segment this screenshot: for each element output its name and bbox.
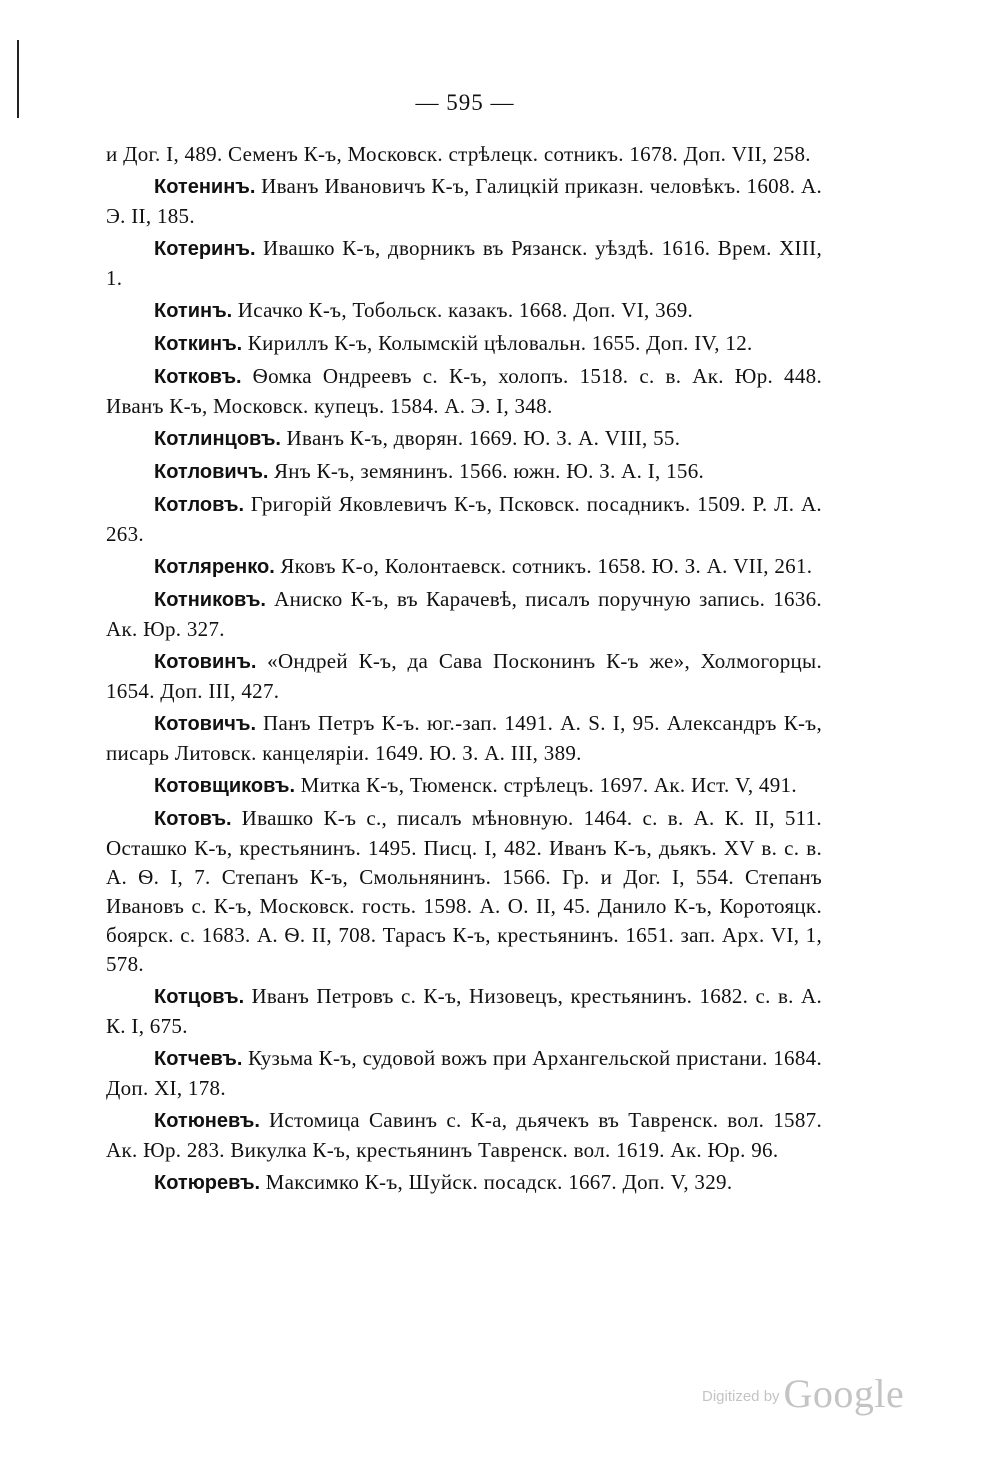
entry xyxy=(106,457,822,487)
entry xyxy=(106,709,822,768)
entry-text: Иванъ Петровъ с. К-ъ, Низовецъ, крестьянинъ. 1682. с. в. А. К. I, 675. xyxy=(106,984,822,1038)
entry-text: и Дог. I, 489. Семенъ К-ъ, Московск. стрѣлецк. сотникъ. 1678. Доп. VII, 258. xyxy=(106,142,811,166)
entry-surname: Котчевъ. xyxy=(154,1048,243,1070)
entry-surname: Котинъ. xyxy=(154,300,233,322)
entry xyxy=(106,296,822,326)
entry-text: «Ондрей К-ъ, да Сава Посконинъ К-ъ же», Холмогорцы. 1654. Доп. III, 427. xyxy=(106,649,822,703)
watermark-prefix: Digitized by xyxy=(702,1388,780,1405)
entry-surname: Котковъ. xyxy=(154,366,242,388)
entry xyxy=(106,490,822,549)
entry-surname: Котловъ. xyxy=(154,494,245,516)
entry-text: Ѳомка Ондреевъ с. К-ъ, холопъ. 1518. с. в. Ак. Юр. 448. Иванъ К-ъ, Московск. купецъ. 1584. А. Э. I, 348. xyxy=(106,364,822,418)
entry xyxy=(106,1168,822,1198)
entry-text: Ивашко К-ъ с., писалъ мѣновную. 1464. с. в. А. К. II, 511. Осташко К-ъ, крестьянинъ. 1495. Писц. I, 482. Иванъ К-ъ, дьякъ. XV в. с. в. А. Ѳ. I, 7. Степанъ К-ъ, Смольнянинъ. 1566. Гр. и Дог. I, 554. Степанъ Ивановъ с. К-ъ, Московск. гость. 1598. А. О. II, 45. Данило К-ъ, Коротояцк. боярск. с. 1683. А. Ѳ. II, 708. Тарасъ К-ъ, крестьянинъ. 1651. зап. Арх. VI, 1, 578. xyxy=(106,806,822,976)
google-logo: Google xyxy=(783,1371,905,1416)
entry-surname: Котовичъ. xyxy=(154,713,257,735)
entry-text: Ивашко К-ъ, дворникъ въ Рязанск. уѣздѣ. 1616. Врем. XIII, 1. xyxy=(106,236,822,290)
entry xyxy=(106,362,822,421)
entry-text: Кузьма К-ъ, судовой вожъ при Архангельской пристани. 1684. Доп. XI, 178. xyxy=(106,1046,822,1100)
entry-text: Яковъ К-о, Колонтаевск. сотникъ. 1658. Ю. З. А. VII, 261. xyxy=(274,554,813,578)
entry-surname: Котовщиковъ. xyxy=(154,775,296,797)
entry-text: Кириллъ К-ъ, Колымскій цѣловальн. 1655. Доп. IV, 12. xyxy=(242,331,753,355)
entry xyxy=(106,1106,822,1165)
entry-text: Панъ Петръ К-ъ. юг.-зап. 1491. A. S. I, 95. Александръ К-ъ, писарь Литовск. канцеляріи. 1649. Ю. З. А. III, 389. xyxy=(106,711,822,765)
entry xyxy=(106,771,822,801)
entry-text: Янъ К-ъ, земянинъ. 1566. южн. Ю. З. А. I, 156. xyxy=(268,459,705,483)
entry-text: Митка К-ъ, Тюменск. стрѣлецъ. 1697. Ак. Ист. V, 491. xyxy=(295,773,797,797)
entry-surname: Котюревъ. xyxy=(154,1172,261,1194)
entry-surname: Котюневъ. xyxy=(154,1110,260,1132)
entry-surname: Котенинъ. xyxy=(154,176,256,198)
entry-continuation xyxy=(106,140,822,169)
entry-surname: Котловичъ. xyxy=(154,461,269,483)
entry-surname: Котцовъ. xyxy=(154,986,245,1008)
entry-text: Аниско К-ъ, въ Карачевѣ, писалъ поручную запись. 1636. Ак. Юр. 327. xyxy=(106,587,822,641)
entry xyxy=(106,552,822,582)
entry-text: Иванъ К-ъ, дворян. 1669. Ю. З. А. VIII, 55. xyxy=(280,426,681,450)
entry xyxy=(106,234,822,293)
entry-text: Иванъ Ивановичъ К-ъ, Галицкій приказн. человѣкъ. 1608. А. Э. II, 185. xyxy=(106,174,822,228)
digitized-watermark xyxy=(702,1370,904,1417)
entry-text: Григорій Яковлевичъ К-ъ, Псковск. посадникъ. 1509. Р. Л. А. 263. xyxy=(106,492,822,546)
entry-surname: Котовъ. xyxy=(154,808,232,830)
entry-surname: Котовинъ. xyxy=(154,651,257,673)
entry xyxy=(106,647,822,706)
page-number: — 595 — xyxy=(415,90,515,115)
entry xyxy=(106,424,822,454)
entry-text: Исачко К-ъ, Тобольск. казакъ. 1668. Доп. VI, 369. xyxy=(232,298,694,322)
entry-surname: Котлинцовъ. xyxy=(154,428,281,450)
entry-surname: Котляренко. xyxy=(154,556,275,578)
entry xyxy=(106,329,822,359)
entry xyxy=(106,585,822,644)
entry xyxy=(106,982,822,1041)
entry xyxy=(106,1044,822,1103)
entry-text: Максимко К-ъ, Шуйск. посадск. 1667. Доп. V, 329. xyxy=(260,1170,733,1194)
entry xyxy=(106,804,822,979)
entry-surname: Котниковъ. xyxy=(154,589,266,611)
entry xyxy=(106,172,822,231)
entry-text: Истомица Савинъ с. К-а, дьячекъ въ Тавренск. вол. 1587. Ак. Юр. 283. Викулка К-ъ, крестьянинъ Тавренск. вол. 1619. Ак. Юр. 96. xyxy=(106,1108,822,1162)
dictionary-entries xyxy=(106,140,822,1201)
entry-surname: Котеринъ. xyxy=(154,238,256,260)
entry-surname: Коткинъ. xyxy=(154,333,243,355)
